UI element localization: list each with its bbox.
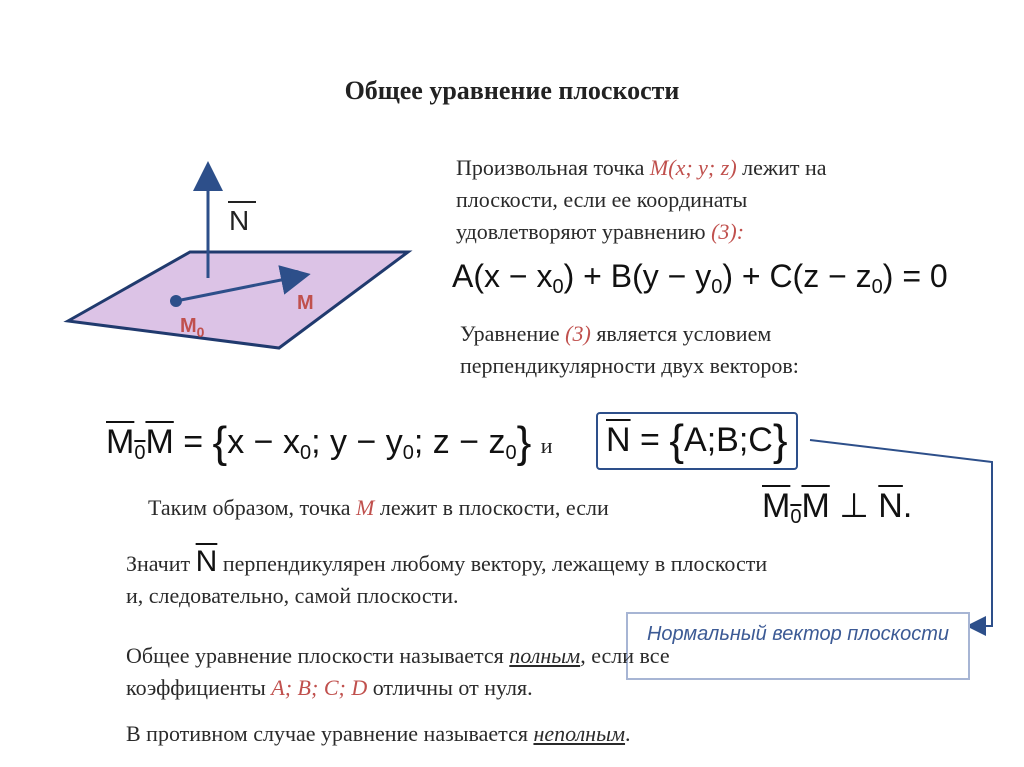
intro-line-2: плоскости, если ее координаты <box>456 187 748 212</box>
vector-m0m-formula: $M_0M = \{x - x_0$; $y - y_0$; $z - z_0$} и <box>106 418 553 467</box>
intro-paragraph <box>456 152 827 248</box>
page-title: Общее уравнение плоскости <box>344 76 680 105</box>
means-paragraph <box>126 546 767 612</box>
point-m-label: M <box>297 292 314 314</box>
point-m0 <box>170 295 182 307</box>
general-line-2: коэффициенты A; B; C; D отличны от нуля. <box>126 675 533 700</box>
condition-paragraph <box>460 318 799 382</box>
vector-n-formula: $\overline{N}$ = {A;B;C} <box>596 412 798 470</box>
conjunction-and: и <box>540 433 553 458</box>
plane-equation: $A(x - x_0) + B(y - y_0) + C(z - z_0) = 0$ <box>452 258 948 298</box>
plane-shape <box>68 252 408 348</box>
point-m <box>290 270 302 282</box>
intro-line-1: Произвольная точка M(x; y; z) лежит на <box>456 155 827 180</box>
condition-line-1: Уравнение (3) является условием <box>460 321 772 346</box>
intro-line-3: удовлетворяют уравнению (3): <box>456 219 745 244</box>
means-line-2: и, следовательно, самой плоскости. <box>126 583 459 608</box>
normal-vector-callout: Нормальный вектор плоскости <box>626 612 970 680</box>
means-line-1: Значит $\overline{N}$ перпендикулярен любому вектору, лежащему в плоскости <box>126 545 768 578</box>
thus-sentence: Таким образом, точка M лежит в плоскости, если <box>148 495 609 520</box>
normal-label: N <box>229 205 250 236</box>
otherwise-sentence: В противном случае уравнение называется неполным. <box>126 721 631 746</box>
plane-figure <box>60 160 420 360</box>
condition-line-2: перпендикулярности двух векторов: <box>460 353 799 378</box>
vector-n-name: $\overline{N}$ <box>606 421 631 459</box>
general-paragraph <box>126 640 670 704</box>
vector-m0m-name: $M_0M$ <box>106 423 174 464</box>
point-m0-label: $M_0$ <box>180 315 205 340</box>
perpendicular-condition: $M_0M$ ⊥ $\overline{N}$. <box>762 487 913 528</box>
general-line-1: Общее уравнение плоскости называется полным, если все <box>126 643 670 668</box>
